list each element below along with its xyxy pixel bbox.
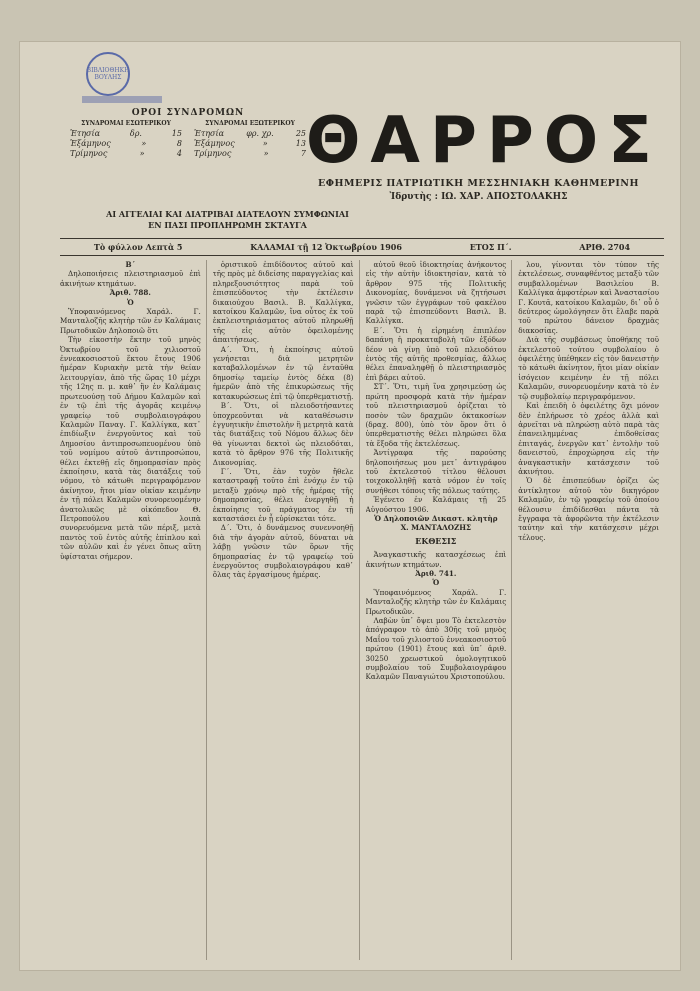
paragraph: Διὰ τῆς συμβάσεως ὑποθήκης τοῦ ἐκτελεστοῦ τούτου συμβολαίου ὁ ὀφειλέτης ὑπέθηκεν εἰς τὸν δανειστὴν τὸ κάτωθι ἀκίνητον, ἤτοι μίαν οἰκίαν ἰσόγειον κειμένην ἐν τῇ πόλει Καλαμῶν, συνορευομένην κατὰ τὸ ἐν τῷ συμβολαίῳ περιγραφόμενον. [518, 335, 659, 401]
interior-term-row [70, 149, 182, 159]
text-column-2 [213, 260, 360, 960]
text-column-3 [366, 260, 513, 960]
exterior-term-row [194, 129, 306, 139]
paragraph: Ἀριθ. 741. [415, 569, 457, 578]
term-label: Ἐτησία [194, 129, 225, 138]
text-column-4 [518, 260, 664, 960]
paragraph: Ὁ [432, 578, 440, 588]
text-column-1 [60, 260, 207, 960]
interior-terms [70, 120, 182, 159]
paragraph: αὐτοῦ θεοῦ ἰδιοκτησίας ἀνήκοντος εἰς τὴν αὐτὴν ἰδιοκτησίαν, κατὰ τὸ ἄρθρον 975 τῆς Πολιτικῆς Δικονομίας, δυνάμενοι νὰ ζητήσωσι γνῶσιν τῶν ἐγγράφων τοῦ φακέλου παρὰ τῷ ἐπισπεύδοντι Βασιλ. Β. Καλλίγκα. [365, 260, 507, 326]
paragraph: ΕΚΘΕΣΙΣ [415, 535, 457, 546]
paragraph: λου, γίνονται τὸν τύπον τῆς ἐκτελέσεως, συναφθέντος μεταξὺ τῶν συμβαλλομένων Βασιλείου Β. Καλλίγκα ἀμφοτέρων καὶ Ἀναστασίου Γ. Κουτᾶ, κατοίκου Καλαμῶν, δι᾽ οὗ ὁ δεύτερος ὡμολόγησεν ὅτι ἔλαβε παρὰ τοῦ πρώτου δάνειον δραχμὰς διακοσίας. [518, 260, 659, 335]
text-columns [60, 260, 664, 960]
newspaper-page [20, 42, 680, 970]
exterior-label: ΣΥΝΔΡΟΜΑΙ ΕΞΩΤΕΡΙΚΟΥ [205, 120, 295, 127]
term-label: Τρίμηνος [194, 149, 232, 158]
term-unit: » [263, 149, 269, 158]
subscription-terms [70, 108, 306, 159]
term-value: 15 [171, 129, 182, 138]
bottom-rule [60, 255, 664, 256]
paragraph: Καὶ ἐπειδὴ ὁ ὀφειλέτης ὄχι μόνον δὲν ἐπλήρωσε τὸ χρέος ἀλλὰ καὶ ἀρνεῖται νὰ πληρώσῃ αὐτὸ παρὰ τὰς ἐπανειλημμένας ἐπιδοθείσας ἐπιταγάς, ἐνεργῶν κατ᾽ ἐντολὴν τοῦ δανειστοῦ, ἐπροχώρησα εἰς τὴν ἀναγκαστικὴν κατάσχεσιν τοῦ ἀκινήτου. [518, 401, 659, 476]
exterior-term-row [194, 139, 306, 149]
paragraph: Ἀντίγραφα τῆς παρούσης δηλοποιήσεως μου μετ᾽ ἀντιγράφου τοῦ ἐκτελεστοῦ τίτλου θέλουσι τοιχοκολληθῇ κατὰ νόμον ἐν τοῖς συνήθεσι τόποις τῆς πόλεως ταύτης. [365, 448, 507, 495]
paragraph: Ὁ Δηλοποιῶν Δικαστ. κλητὴρ [374, 513, 498, 523]
paragraph: Β΄. Ὅτι, οἱ πλειοδοτήσαντες ὑποχρεοῦνται νὰ καταθέσωσιν ἐγγυητικὴν ἐπιστολὴν ἢ μετρητὰ κατὰ τὰς διατάξεις τοῦ Νόμου ἄλλως δὲν θὰ γίνωνται δεκτοὶ ὡς πλειοδόται, κατὰ τὸ ἄρθρον 976 τῆς Πολιτικῆς Δικονομίας. [212, 401, 354, 467]
issue-number: ΑΡΙΘ. 2704 [579, 242, 631, 252]
term-unit: δρ. [129, 129, 142, 138]
paragraph: Ὑποφαινόμενος Χαράλ. Γ. Μανταλοζῆς κλητὴρ τῶν ἐν Καλάμαις Πρωτοδικῶν. [365, 587, 507, 616]
paragraph: ΣΤ΄. Ὅτι, τιμὴ ἵνα χρησιμεύσῃ ὡς πρώτη προσφορὰ κατὰ τὴν ἡμέραν τοῦ πλειστηριασμοῦ ὁρίζεται τὸ ποσὸν τῶν δραχμῶν ὀκτακοσίων (δραχ. 800), ὑπὸ τὸν ὅρον ὅτι ὁ ὑπερθεματιστὴς θέλει πληρώσει ὅλα τὰ ἔξοδα τῆς ἐκτελέσεως. [365, 382, 507, 448]
issue-price: Τὸ φύλλον Λεπτὰ 5 [93, 242, 183, 252]
paragraph: Ἐγένετο ἐν Καλάμαις τῇ 25 Αὐγούστου 1906. [365, 495, 507, 514]
term-value: 7 [300, 149, 306, 158]
interior-label: ΣΥΝΔΡΟΜΑΙ ΕΣΩΤΕΡΙΚΟΥ [81, 120, 171, 127]
term-label: Τρίμηνος [70, 149, 108, 158]
paragraph: Α΄. Ὅτι, ἡ ἐκποίησις αὐτοῦ γενήσεται διὰ μετρητῶν καταβαλλομένων ἐν τῷ ἐνταῦθα δημοσίῳ ταμείῳ ἐντὸς δέκα (8) ἡμερῶν ἀπὸ τῆς ἐπικυρώσεως τῆς κατακυρώσεως ἐπὶ τῷ ὑπερθεματιστῇ. [212, 344, 354, 401]
issue-place-date: ΚΑΛΑΜΑΙ τῇ 12 Ὀκτωβρίου 1906 [250, 242, 402, 252]
paragraph: Ε΄. Ὅτι ἡ εἰρημένη ἐπιπλέον δαπάνη ἡ προκαταβολὴ τῶν ἐξόδων δέον νὰ γίνῃ ὑπὸ τοῦ πλειοδότου ἐντὸς τῆς αὐτῆς προθεσμίας, ἄλλως θέλει ἐπαναληφθῇ ὁ πλειστηριασμὸς ἐπὶ βάρει αὐτοῦ. [365, 325, 507, 382]
interior-term-row [70, 139, 182, 149]
paragraph: Ὁ δὲ ἐπισπεύδων ὁρίζει ὡς ἀντίκλητον αὐτοῦ τὸν δικηγόρον Καλαμῶν, ἐν τῷ γραφείῳ τοῦ ὁποίου θέλουσιν ἐπιδίδεσθαι πάντα τὰ ἔγγραφα τὰ ἀφορῶντα τὴν ἐκτέλεσιν ταύτην καὶ τὴν κατάσχεσιν μέχρι τέλους. [518, 476, 659, 542]
paragraph: Γ΄. Ὅτι, ἐὰν τυχὸν ἤθελε καταστραφῇ τοῦτο ἐπὶ ἐνόχῳ ἐν τῷ μεταξὺ χρόνῳ πρὸ τῆς ἡμέρας τῆς δημοπρασίας, θέλει ἐνεργηθῇ ἡ ἐκποίησις τοῦ πράγματος ἐν τῇ καταστάσει ἐν ᾗ εὑρίσκεται τότε. [212, 466, 354, 523]
term-value: 4 [176, 149, 182, 158]
term-unit: » [262, 139, 268, 148]
term-unit: » [141, 139, 147, 148]
masthead-title: ΘΑΡΡΟΣ [306, 104, 662, 178]
paragraph: Χ. ΜΑΝΤΑΛΟΖΗΣ [400, 523, 472, 533]
paragraph: Ὑποφαινόμενος Χαράλ. Γ. Μανταλοζῆς κλητὴρ τῶν ἐν Καλάμαις Πρωτοδικῶν Δηλοποιῶ ὅτι [60, 307, 201, 335]
paragraph: Τὴν εἰκοστὴν ἕκτην τοῦ μηνὸς Ὀκτωβρίου τοῦ χιλιοστοῦ ἐννεακοσιοστοῦ ἕκτου ἔτους 1906 ἡμέραν Κυριακὴν μετὰ τὴν θείαν λειτουργίαν, ἀπὸ τῆς ὥρας 10 μέχρι τῆς 12ης π. μ. καθ᾽ ἣν ἐν Καλάμαις πρωτευούσῃ τοῦ Δήμου Καλαμῶν καὶ ἐν τῷ ἐπὶ τῆς ἀγορᾶς κειμένῳ γραφείῳ τοῦ συμβολαιογράφου Καλαμῶν Παναγ. Γ. Καλλίγκα, κατ᾽ ἐπιδίωξιν ἐνεργοῦντος καὶ τοῦ Δημοσίου ἀντιπροσωπευομένου ὑπὸ τοῦ νομίμου αὐτοῦ ἀντιπροσώπου, θέλει ἐκτεθῇ εἰς δημοπρασίαν πρὸς ἐκποίησιν, κατὰ τὰς διατάξεις τοῦ νόμου, τὸ κάτωθι περιγραφόμενον ἀκίνητον, ἤτοι μίαν οἰκίαν κειμένην ἐν τῇ πόλει Καλαμῶν συνορευομένην ἀνατολικῶς μὲ οἰκόπεδον Θ. Πετροπούλου καὶ λοιπὰ συνορευόμενα μετὰ τῶν πέριξ, μετὰ παντὸς τοῦ ἐντὸς αὐτῆς ἐπίπλου καὶ τῶν αὐλῶν καὶ ἐν γένει ὅπως αὕτη ὑφίσταται σήμερον. [60, 335, 201, 561]
ads-notice [70, 209, 385, 231]
masthead-director: Ἰδρυτὴς : ΙΩ. ΧΑΡ. ΑΠΟΣΤΟΛΑΚΗΣ [389, 192, 568, 202]
notice-line-2: ΕΝ ΠΑΣΙ ΠΡΟΠΛΗΡΩΜΗ ΣΚΤΑΥΓΑ [148, 220, 307, 230]
paragraph: Ὁ [127, 297, 134, 307]
library-stamp [86, 52, 130, 96]
paragraph: Ἀριθ. 788. [109, 288, 151, 298]
paragraph: Ἀναγκαστικῆς κατασχέσεως ἐπὶ ἀκινήτων κτημάτων. [365, 550, 507, 569]
issue-year: ΕΤΟΣ Π΄. [469, 242, 512, 252]
notice-line-1: ΑΙ ΑΓΓΕΛΙΑΙ ΚΑΙ ΔΙΑΤΡΙΒΑΙ ΔΙΑΤΕΛΟΥΝ ΣΥΜΦΩΝΙΑΙ [106, 209, 349, 219]
term-value: 13 [295, 139, 306, 148]
paragraph: Δηλοποιήσεις πλειστηριασμοῦ ἐπὶ ἀκινήτων κτημάτων. [60, 269, 201, 288]
term-label: Ἑξάμηνος [70, 139, 111, 148]
terms-heading: ΟΡΟΙ ΣΥΝΔΡΟΜΩΝ [131, 108, 245, 118]
term-value: 8 [176, 139, 182, 148]
paragraph: Λαβὼν ὑπ᾽ ὄψει μου Τὸ ἐκτελεστὸν ἀπόγραφον τὸ ἀπὸ 30ῆς τοῦ μηνὸς Μαΐου τοῦ χιλιοστοῦ ἐννεακοσιοστοῦ πρώτου (1901) ἔτους καὶ ὑπ᾽ ἀριθ. 30250 χρεωστικοῦ ὁμολογητικοῦ συμβολαίου τοῦ Συμβολαιογράφου Καλαμῶν Παναγιώτου Χριστοπούλου. [365, 616, 507, 682]
stamp-text: ΒΙΒΛΙΟΘΗΚΗ ΒΟΥΛΗΣ [86, 67, 130, 81]
term-label: Ἐτησία [70, 129, 101, 138]
term-label: Ἑξάμηνος [194, 139, 235, 148]
paragraph: Β΄ [125, 260, 136, 269]
top-rule [60, 238, 664, 239]
issue-info-bar [60, 240, 664, 254]
term-unit: » [139, 149, 145, 158]
masthead-box [306, 104, 662, 202]
exterior-terms [194, 120, 306, 159]
stamp-ink-bar [82, 96, 162, 103]
exterior-term-row [194, 149, 306, 159]
term-unit: φρ. χρ. [246, 129, 274, 138]
term-value: 25 [295, 129, 306, 138]
paragraph: ὁριστικοῦ ἐπιδίδοντος αὐτοῦ καὶ τῆς πρὸς μὲ διδείσης παραγγελίας καὶ πληρεξουσιότητος παρὰ τοῦ ἐπισπεύδοντος τὴν ἐκτέλεσιν δικαιούχου Βασιλ. Β. Καλλίγκα, κατοίκου Καλαμῶν, ἵνα οὗτος ἐκ τοῦ ἐκπλειστηριάσματος αὐτοῦ πληρωθῇ τῆς εἰς αὐτὸν ὀφειλομένης ἀπαιτήσεως. [212, 260, 354, 345]
masthead-subtitle: ΕΦΗΜΕΡΙΣ ΠΑΤΡΙΩΤΙΚΗ ΜΕΣΣΗΝΙΑΚΗ ΚΑΘΗΜΕΡΙΝΗ [318, 178, 639, 189]
paragraph: Δ΄. Ὅτι, ὁ δυνάμενος συνεννοηθῇ διὰ τὴν ἀγορὰν αὐτοῦ, δύναται νὰ λάβῃ γνῶσιν τῶν ὅρων τῆς δημοπρασίας ἐν τῷ γραφείῳ τοῦ ἐνεργοῦντος συμβολαιογράφου καθ᾽ ὅλας τὰς ἐργασίμους ἡμέρας. [212, 523, 354, 580]
interior-term-row [70, 129, 182, 139]
